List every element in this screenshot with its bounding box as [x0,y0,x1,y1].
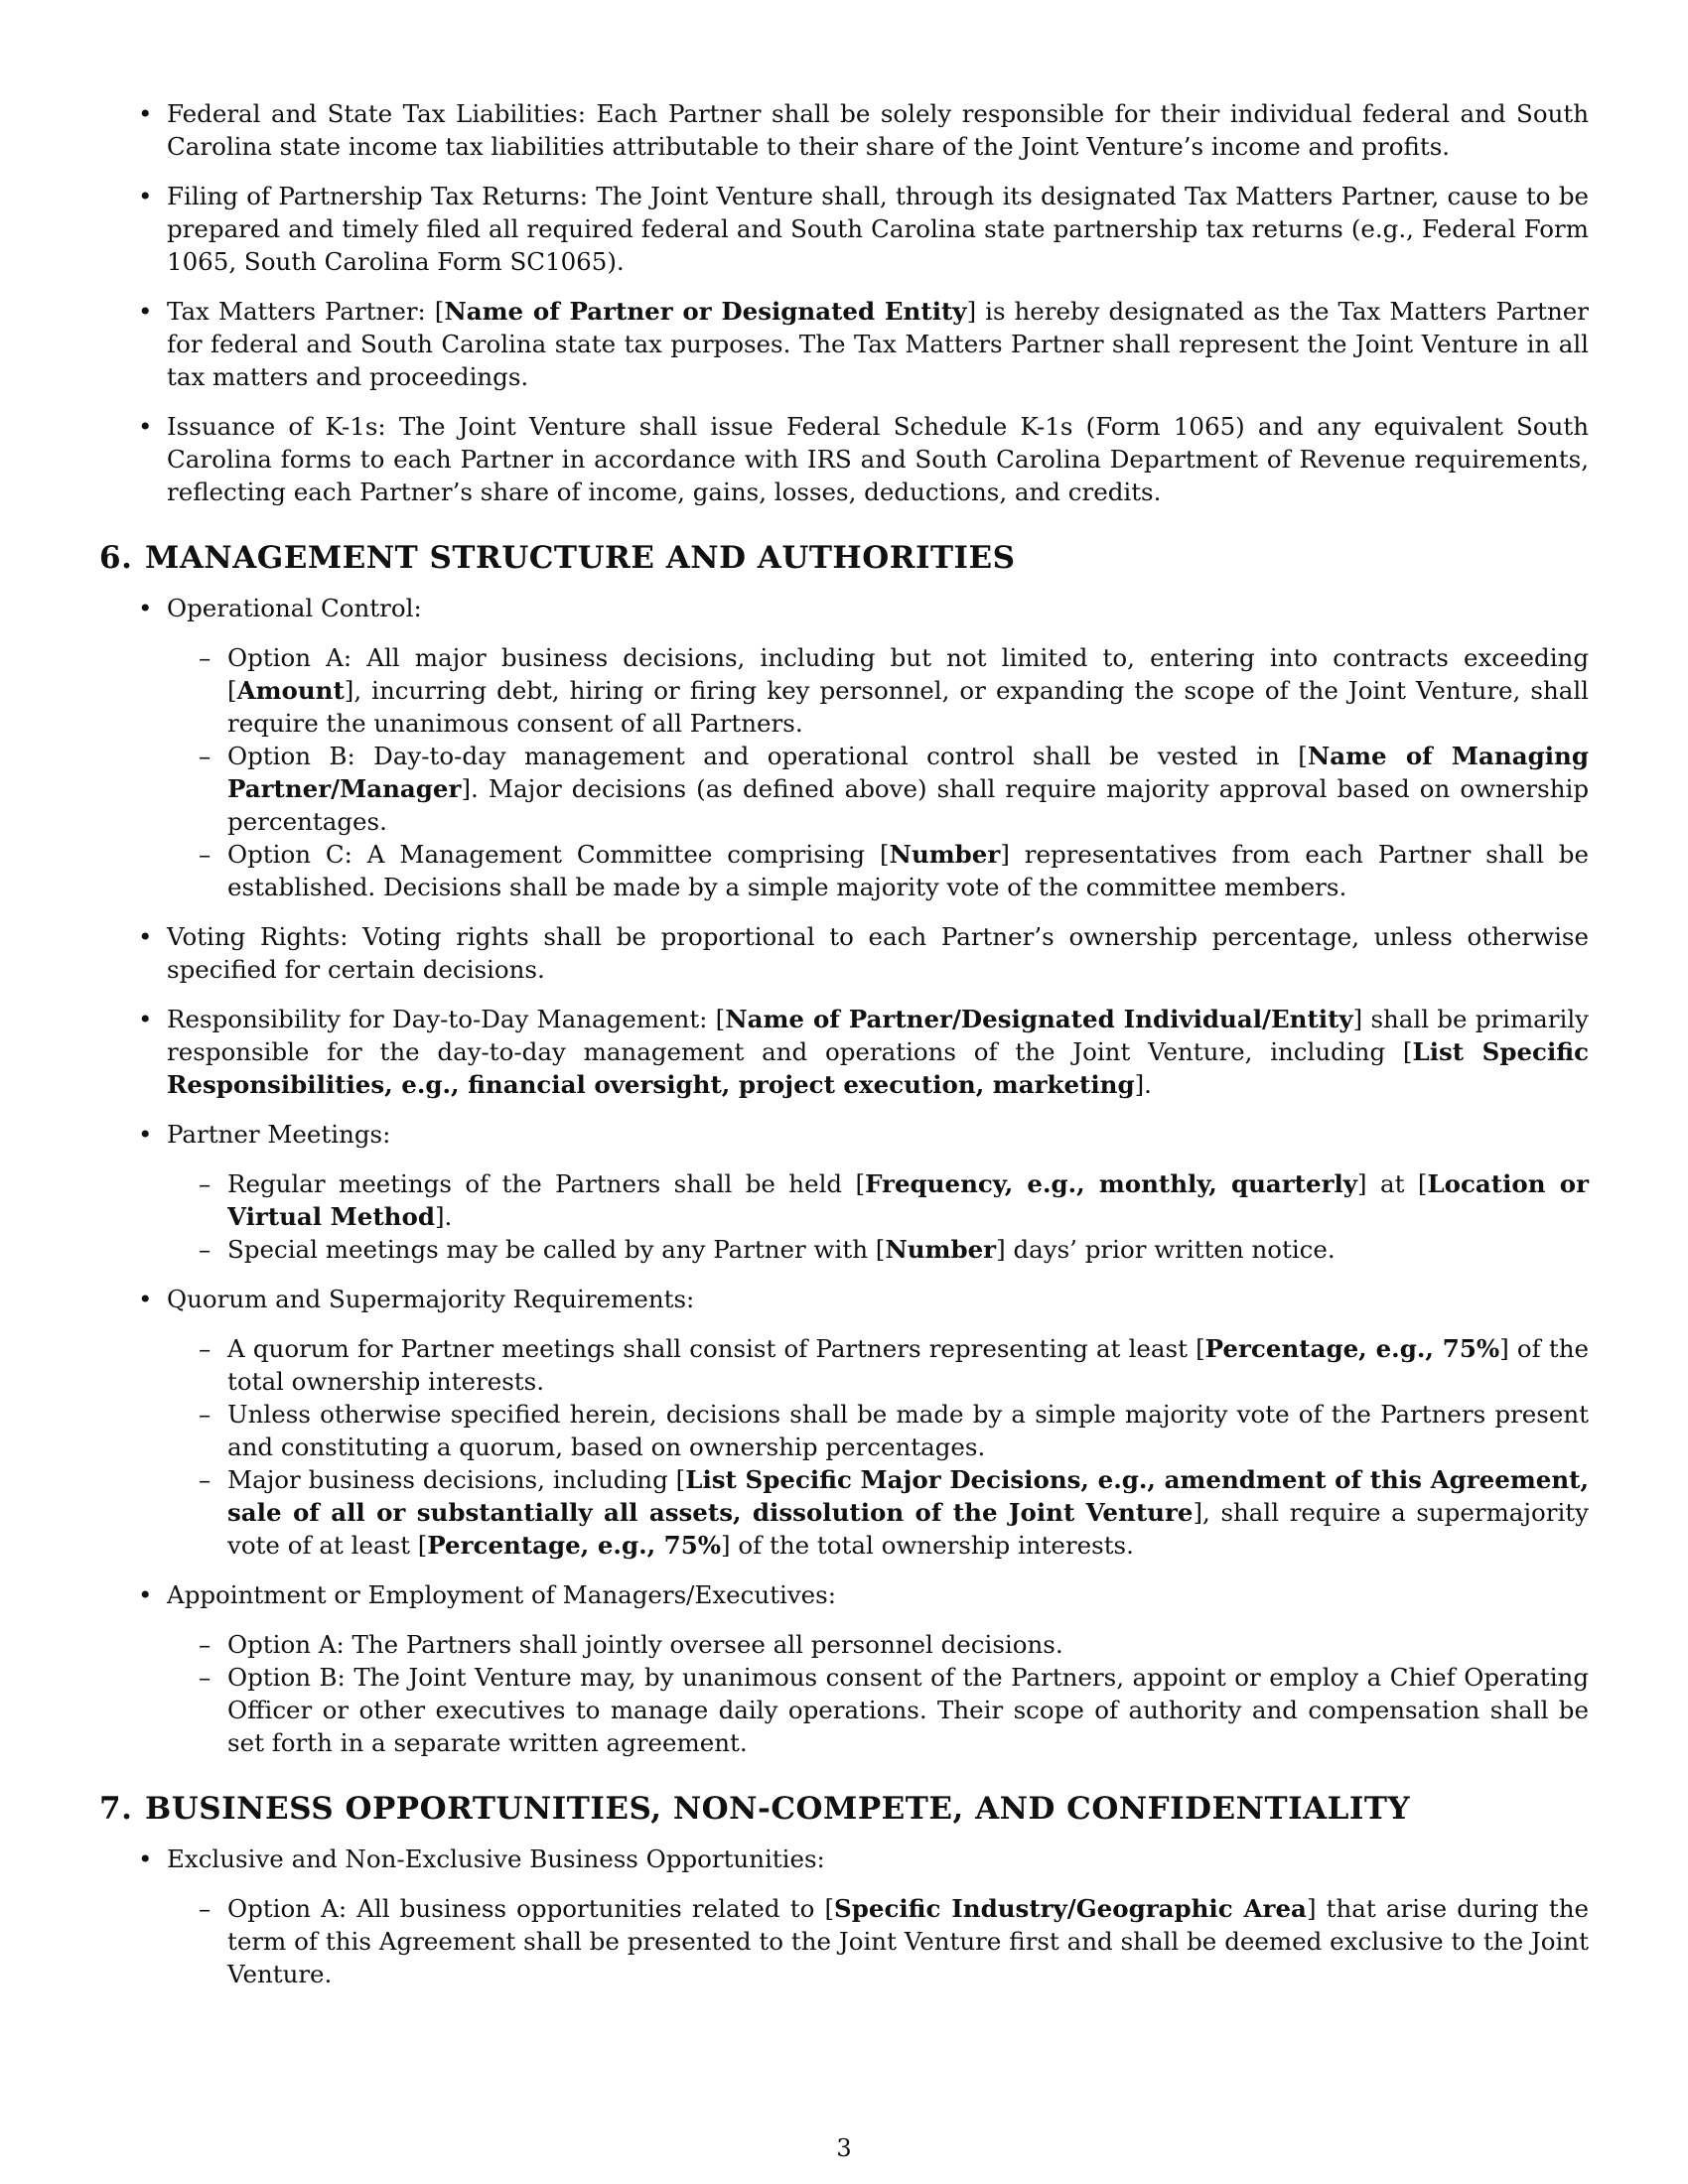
page-number: 3 [836,2134,852,2162]
placeholder-field: Frequency, e.g., monthly, quarterly [865,1169,1358,1198]
placeholder-field: Specific Industry/Geographic Area [834,1894,1307,1923]
placeholder-field: Percentage, e.g., 75% [1204,1334,1500,1363]
placeholder-field: Percentage, e.g., 75% [427,1531,722,1560]
appointment-option-b: – Option B: The Joint Venture may, by unanimous consent of the Partners, appoint or employ a Chief Operating Officer or other executives to manage daily operations. Their scope of authority and compensation shall be set forth in a separate written agreement. [227,1661,1589,1759]
business-opportunities-item: • Exclusive and Non-Exclusive Business Opportunities: – Option A: All business opportunities related to [Specific Industry/Geographic Area] that arise during the term of this Agreement shall be presented to the Joint Venture first and shall be deemed exclusive to the Joint Venture. [167,1843,1589,1990]
opportunities-option-a: – Option A: All business opportunities related to [Specific Industry/Geographic Area] that arise during the term of this Agreement shall be presented to the Joint Venture first and shall be deemed exclusive to the Joint Venture. [227,1892,1589,1990]
placeholder-field: Name of Managing Partner/Manager [227,742,1589,803]
document-page [99,97,1589,2007]
operational-control-options [167,641,1589,903]
quorum-list [167,1332,1589,1562]
quorum-item: • Quorum and Supermajority Requirements: – A quorum for Partner meetings shall consist of Partners representing at least [Percentage, e.g., 75%] of the total ownership interests. – Unless otherwise specified herein, decisions shall be made by a simple majority vote of the Partners present and constituting a quorum, based on ownership percentages. – Major business decisions, including [List Specific Major Decisions, e.g., amendment of this Agreement, sale of all or substantially all assets, dissolution of the Joint Venture], shall require a supermajority vote of at least [Percentage, e.g., 75%] of the total ownership interests. [167,1283,1589,1562]
placeholder-field: Location or Virtual Method [227,1169,1589,1231]
placeholder-field: List Specific Major Decisions, e.g., amendment of this Agreement, sale of all or substantially all assets, dissolution of the Joint Venture [227,1465,1589,1527]
placeholder-field: Amount [236,676,345,705]
appointment-options [167,1628,1589,1759]
section-7-list [99,1843,1589,1990]
option-c-item: – Option C: A Management Committee comprising [Number] representatives from each Partner shall be established. Decisions shall be made by a simple majority vote of the committee members. [227,838,1589,903]
placeholder-field: Number [889,840,1001,869]
appointment-item: • Appointment or Employment of Managers/Executives: – Option A: The Partners shall jointly oversee all personnel decisions. – Option B: The Joint Venture may, by unanimous consent of the Partners, appoint or employ a Chief Operating Officer or other executives to manage daily operations. Their scope of authority and compensation shall be set forth in a separate written agreement. [167,1578,1589,1759]
appointment-option-a: – Option A: The Partners shall jointly oversee all personnel decisions. [227,1628,1589,1661]
majority-vote-item: – Unless otherwise specified herein, decisions shall be made by a simple majority vote of the Partners present and constituting a quorum, based on ownership percentages. [227,1398,1589,1463]
section-7-heading: 7. BUSINESS OPPORTUNITIES, NON-COMPETE, AND CONFIDENTIALITY [99,1791,1411,1827]
partner-meetings-item: • Partner Meetings: – Regular meetings of the Partners shall be held [Frequency, e.g., monthly, quarterly] at [Location or Virtual Method]. – Special meetings may be called by any Partner with [Number] days’ prior written notice. [167,1118,1589,1266]
quorum-definition-item: – A quorum for Partner meetings shall consist of Partners representing at least [Percentage, e.g., 75%] of the total ownership interests. [227,1332,1589,1398]
operational-control-item: • Operational Control: – Option A: All major business decisions, including but not limited to, entering into contracts exceeding [Amount], incurring debt, hiring or firing key personnel, or expanding the scope of the Joint Venture, shall require the unanimous consent of all Partners. – Option B: Day-to-day management and operational control shall be vested in [Name of Managing Partner/Manager]. Major decisions (as defined above) shall require majority approval based on ownership percentages. – Option C: A Management Committee comprising [Number] representatives from each Partner shall be established. Decisions shall be made by a simple majority vote of the committee members. [167,592,1589,903]
special-meetings-item: – Special meetings may be called by any Partner with [Number] days’ prior written notice. [227,1233,1589,1266]
supermajority-item: – Major business decisions, including [List Specific Major Decisions, e.g., amendment of this Agreement, sale of all or substantially all assets, dissolution of the Joint Venture], shall require a supermajority vote of at least [Percentage, e.g., 75%] of the total ownership interests. [227,1463,1589,1562]
k1-issuance-item: • Issuance of K-1s: The Joint Venture shall issue Federal Schedule K-1s (Form 1065) and any equivalent South Carolina forms to each Partner in accordance with IRS and South Carolina Department of Revenue requirements, reflecting each Partner’s share of income, gains, losses, deductions, and credits. [167,410,1589,508]
tax-bullet-list [99,97,1589,508]
section-6-list [99,592,1589,1759]
day-to-day-item: • Responsibility for Day-to-Day Management: [Name of Partner/Designated Individual/Entity] shall be primarily responsible for the day-to-day management and operations of the Joint Venture, including [List Specific Responsibilities, e.g., financial oversight, project execution, marketing]. [167,1003,1589,1101]
placeholder-field: Name of Partner or Designated Entity [444,297,967,326]
meetings-list [167,1167,1589,1266]
tax-returns-item: • Filing of Partnership Tax Returns: The Joint Venture shall, through its designated Tax Matters Partner, cause to be prepared and timely filed all required federal and South Carolina state partnership tax returns (e.g., Federal Form 1065, South Carolina Form SC1065). [167,180,1589,278]
placeholder-field: Number [885,1235,997,1264]
regular-meetings-item: – Regular meetings of the Partners shall be held [Frequency, e.g., monthly, quarterly] at [Location or Virtual Method]. [227,1167,1589,1233]
placeholder-field: List Specific Responsibilities, e.g., financial oversight, project execution, marketing [167,1037,1589,1099]
tax-matters-partner-item: • Tax Matters Partner: [Name of Partner or Designated Entity] is hereby designated as the Tax Matters Partner for federal and South Carolina state tax purposes. The Tax Matters Partner shall represent the Joint Venture in all tax matters and proceedings. [167,295,1589,393]
tax-liabilities-item: • Federal and State Tax Liabilities: Each Partner shall be solely responsible for their individual federal and South Carolina state income tax liabilities attributable to their share of the Joint Venture’s income and profits. [167,97,1589,163]
option-b-item: – Option B: Day-to-day management and operational control shall be vested in [Name of Managing Partner/Manager]. Major decisions (as defined above) shall require majority approval based on ownership percentages. [227,740,1589,838]
voting-rights-item: • Voting Rights: Voting rights shall be proportional to each Partner’s ownership percentage, unless otherwise specified for certain decisions. [167,920,1589,986]
opportunities-options [167,1892,1589,1990]
placeholder-field: Name of Partner/Designated Individual/Entity [725,1005,1353,1033]
option-a-item: – Option A: All major business decisions, including but not limited to, entering into contracts exceeding [Amount], incurring debt, hiring or firing key personnel, or expanding the scope of the Joint Venture, shall require the unanimous consent of all Partners. [227,641,1589,740]
section-6-heading: 6. MANAGEMENT STRUCTURE AND AUTHORITIES [99,540,1016,576]
